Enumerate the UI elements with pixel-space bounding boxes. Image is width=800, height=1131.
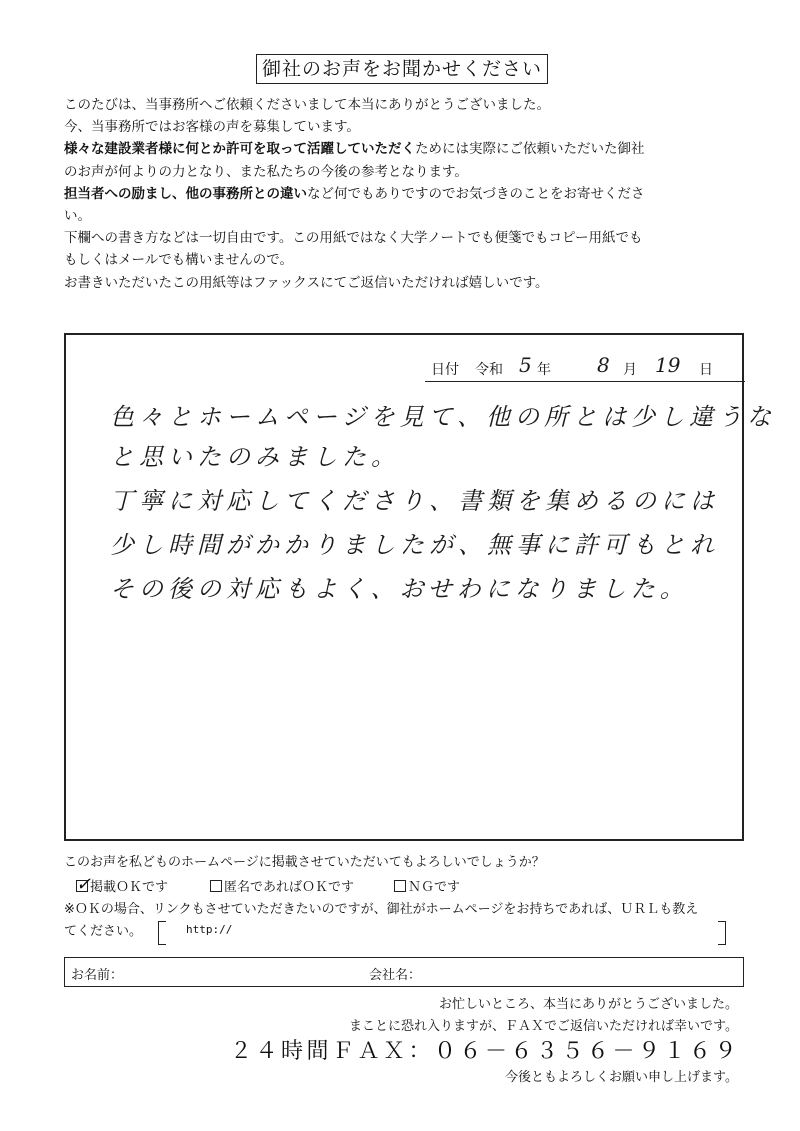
intro-line: い。	[64, 208, 91, 225]
intro-bold: 様々な建設業者様に何とか許可を取って活躍していただく	[64, 141, 415, 158]
closing-text: 今後ともよろしくお願い申し上げます。	[505, 1070, 738, 1085]
date-year: 5	[519, 353, 532, 377]
ng-checkbox[interactable]	[394, 880, 406, 892]
name-company-box[interactable]	[64, 957, 744, 987]
publish-checkbox[interactable]	[76, 873, 92, 895]
option-label: 掲載ＯＫです	[90, 880, 169, 895]
link-note-line: てください。	[64, 924, 143, 939]
date-year-unit: 年	[537, 362, 551, 378]
fax-number: ２４時間ＦＡＸ：０６－６３５６－９１６９	[229, 1039, 740, 1064]
check-icon: ✓	[76, 873, 92, 895]
option-no[interactable]	[394, 876, 460, 895]
intro-line: のお声が何よりの力となり、また私たちの今後の参考となります。	[64, 163, 468, 180]
publish-options	[76, 873, 676, 896]
date-label: 日付	[431, 362, 459, 378]
intro-line: 今、当事務所ではお客様の声を募集しています。	[64, 119, 360, 136]
comment-box	[64, 333, 777, 841]
name-label: お名前：	[71, 968, 124, 983]
date-day: 19	[655, 353, 681, 377]
handwritten-line: 丁寧に対応してくださり、書類を集めるのには	[110, 487, 719, 515]
bracket-left	[158, 921, 166, 945]
url-prefix: http://	[186, 923, 233, 936]
intro-line: もしくはメールでも構いませんので。	[64, 252, 293, 269]
date-month-unit: 月	[623, 362, 637, 378]
option-anonymous[interactable]	[210, 876, 354, 895]
option-label: ＮＧです	[408, 880, 461, 895]
intro-text	[64, 94, 744, 294]
intro-line	[64, 183, 744, 205]
date-row	[425, 353, 745, 382]
option-publish[interactable]	[76, 873, 169, 895]
url-field[interactable]	[158, 921, 726, 945]
handwritten-line: その後の対応もよく、おせわになりました。	[110, 575, 689, 603]
publish-question: このお声を私どものホームページに掲載させていただいてもよろしいでしょうか？	[64, 855, 545, 870]
handwritten-line: と思いたのみました。	[110, 443, 400, 471]
intro-line: 下欄への書き方などは一切自由です。この用紙ではなく大学ノートでも便箋でもコピー用紙でも	[64, 230, 643, 247]
intro-line: お書きいただいたこの用紙等はファックスにてご返信いただければ嬉しいです。	[64, 274, 549, 291]
date-era: 令和	[475, 362, 503, 378]
bracket-right	[718, 921, 726, 945]
intro-rest: など何でもありですのでお気づきのことをお寄せくださ	[307, 185, 645, 202]
link-note-line: ※ＯＫの場合、リンクもさせていただきたいのですが、御社がホームページをお持ちであれば、ＵＲＬも教え	[64, 902, 699, 917]
date-month: 8	[597, 353, 610, 377]
company-label: 会社名：	[369, 968, 422, 983]
intro-rest: ためには実際にご依頼いただいた御社	[415, 141, 645, 158]
intro-line	[64, 138, 744, 160]
fax-note: まことに恐れ入りますが、ＦＡＸでご返信いただければ幸いです。	[349, 1019, 738, 1034]
intro-bold: 担当者への励まし、他の事務所との違い	[64, 185, 307, 202]
option-label: 匿名であればＯＫです	[224, 880, 355, 895]
intro-line: このたびは、当事務所へご依頼くださいまして本当にありがとうございました。	[64, 97, 550, 113]
handwritten-line: 少し時間がかかりましたが、無事に許可もとれ	[110, 531, 719, 559]
page-title: 御社のお声をお聞かせください	[256, 54, 548, 84]
thanks-text: お忙しいところ、本当にありがとうございました。	[438, 997, 738, 1012]
anonymous-checkbox[interactable]	[210, 880, 222, 892]
date-day-unit: 日	[699, 362, 713, 378]
handwritten-line: 色々とホームページを見て、他の所とは少し違うな	[110, 403, 777, 431]
